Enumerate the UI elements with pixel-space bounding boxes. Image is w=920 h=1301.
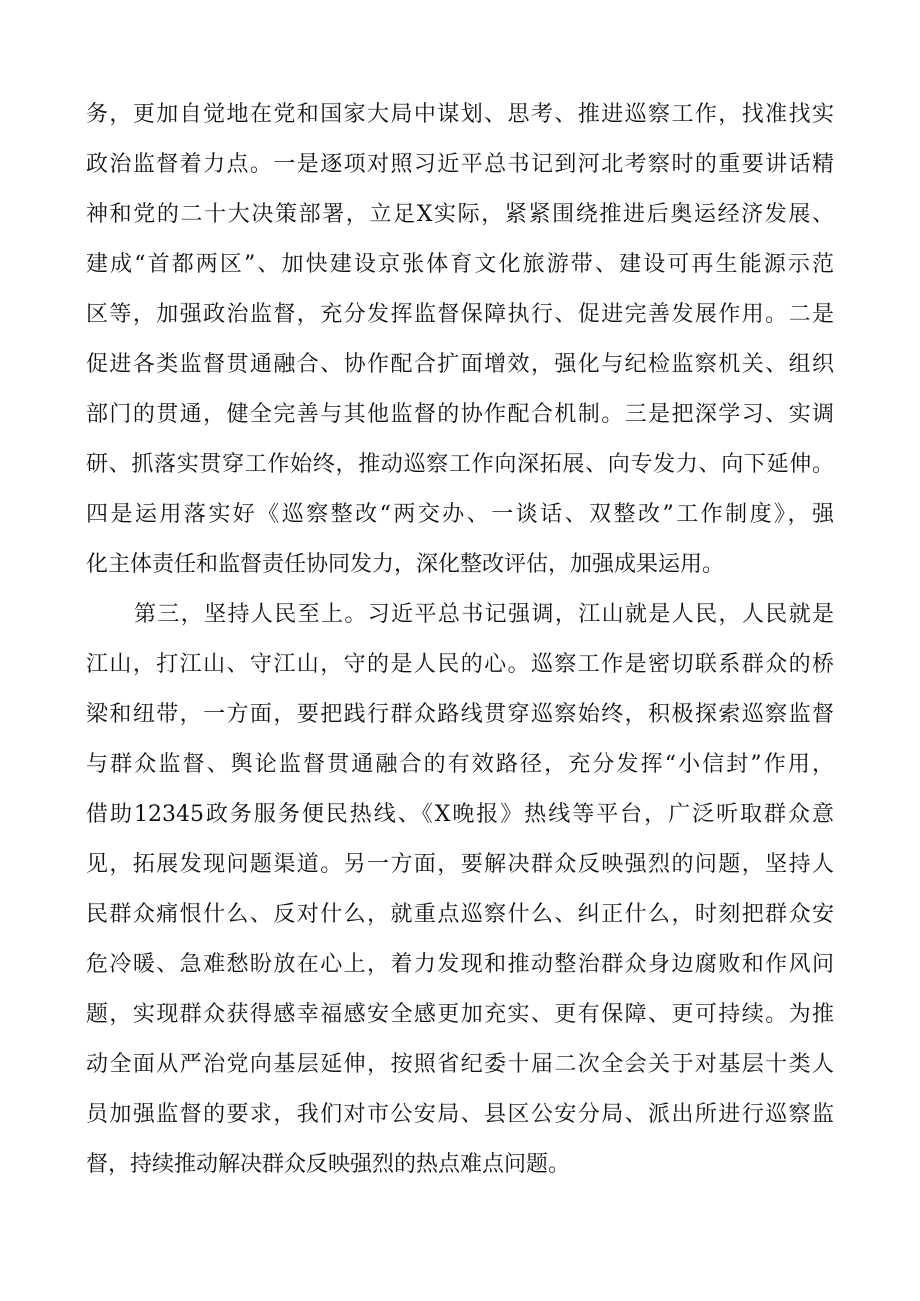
- text-line: 与群众监督、舆论监督贯通融合的有效路径，充分发挥“小信封”作用，: [86, 752, 834, 777]
- text-line: 督，持续推动解决群众反映强烈的热点难点问题。: [86, 1152, 571, 1177]
- text-line: 题，实现群众获得感幸福感安全感更加充实、更有保障、更可持续。为推: [86, 1002, 834, 1027]
- text-line: 化主体责任和监督责任协同发力，深化整改评估，加强成果运用。: [86, 552, 725, 577]
- text-line: 部门的贯通，健全完善与其他监督的协作配合机制。三是把深学习、实调: [86, 402, 834, 427]
- text-line: 促进各类监督贯通融合、协作配合扩面增效，强化与纪检监察机关、组织: [86, 352, 834, 377]
- text-line: 见，拓展发现问题渠道。另一方面，要解决群众反映强烈的问题，坚持人: [86, 852, 834, 877]
- text-line: 四是运用落实好《巡察整改“两交办、一谈话、双整改”工作制度》，强: [86, 502, 834, 527]
- text-line: 江山，打江山、守江山，守的是人民的心。巡察工作是密切联系群众的桥: [86, 652, 834, 677]
- text-line: 借助12345政务服务便民热线、《X晚报》热线等平台，广泛听取群众意: [86, 802, 834, 827]
- text-line: 第三，坚持人民至上。习近平总书记强调，江山就是人民，人民就是: [134, 602, 834, 627]
- text-line: 危冷暖、急难愁盼放在心上，着力发现和推动整治群众身边腐败和作风问: [86, 952, 834, 977]
- text-line: 研、抓落实贯穿工作始终，推动巡察工作向深拓展、向专发力、向下延伸。: [86, 452, 834, 477]
- text-line: 区等，加强政治监督，充分发挥监督保障执行、促进完善发展作用。二是: [86, 302, 834, 327]
- text-line: 动全面从严治党向基层延伸，按照省纪委十届二次全会关于对基层十类人: [86, 1052, 834, 1077]
- text-line: 梁和纽带，一方面，要把践行群众路线贯穿巡察始终，积极探索巡察监督: [86, 702, 834, 727]
- text-line: 神和党的二十大决策部署，立足X实际，紧紧围绕推进后奥运经济发展、: [86, 202, 834, 227]
- text-line: 员加强监督的要求，我们对市公安局、县区公安分局、派出所进行巡察监: [86, 1102, 834, 1127]
- text-line: 民群众痛恨什么、反对什么，就重点巡察什么、纠正什么，时刻把群众安: [86, 902, 834, 927]
- text-line: 务，更加自觉地在党和国家大局中谋划、思考、推进巡察工作，找准找实: [86, 102, 834, 127]
- text-line: 建成“首都两区”、加快建设京张体育文化旅游带、建设可再生能源示范: [86, 252, 834, 277]
- text-line: 政治监督着力点。一是逐项对照习近平总书记到河北考察时的重要讲话精: [86, 152, 834, 177]
